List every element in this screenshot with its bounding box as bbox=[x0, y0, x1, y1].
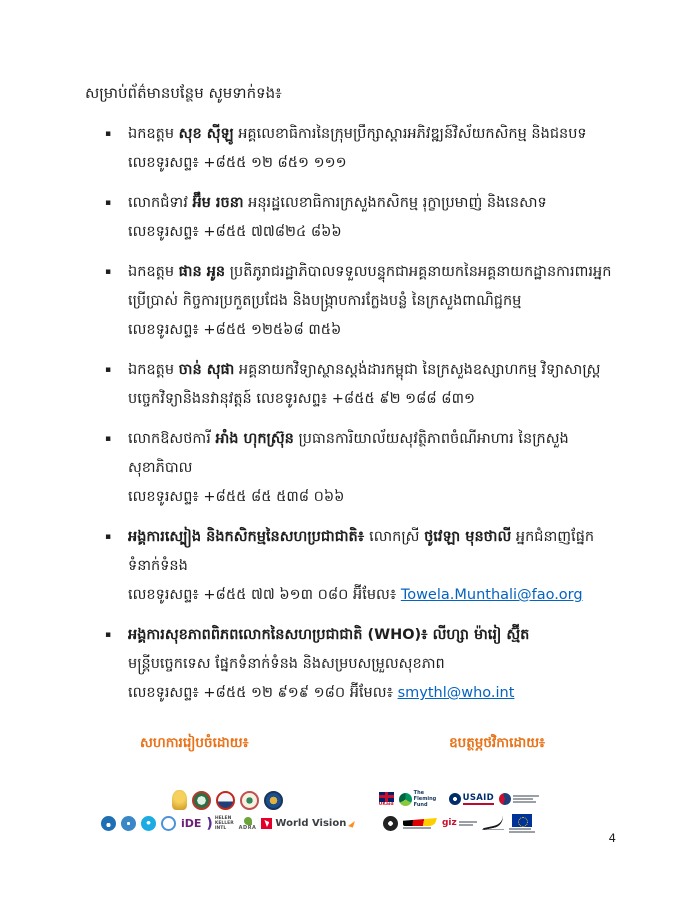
usaid-underline bbox=[463, 803, 494, 805]
usaid-logo: USAID bbox=[449, 793, 494, 805]
misti-seal-icon bbox=[264, 791, 283, 810]
korea-mfds-icon bbox=[499, 793, 511, 805]
helen-keller-arc-icon: ) bbox=[206, 815, 213, 832]
contact-text: មន្ត្រីបច្ចេកទេស ផ្នែកទំនាក់ទំនង និងសម្របសម្រួលសុខភាព bbox=[128, 656, 445, 672]
korea-mfds-text-lines bbox=[513, 795, 539, 803]
contact-text: អគ្គលេខាធិការនៃក្រុមប្រឹក្សាស្តារអភិវឌ្ឍន៍វិស័យកសិកម្ម និងជនបទ bbox=[233, 126, 587, 142]
nz-mfat-logo bbox=[482, 817, 504, 831]
funder-logos bbox=[379, 790, 539, 833]
world-vision-logo: World Vision bbox=[261, 818, 354, 829]
giz-logo: giz bbox=[442, 818, 477, 828]
round-emblem-icon bbox=[383, 816, 398, 831]
german-ribbon-icon bbox=[403, 818, 437, 826]
helen-keller-logo bbox=[206, 816, 233, 831]
silver-fern-icon bbox=[481, 814, 505, 829]
adra-mark-icon bbox=[244, 817, 252, 825]
contact-item bbox=[128, 356, 617, 414]
contact-text: លោកស្រី bbox=[369, 529, 425, 545]
funded-by-label: ឧបត្ថម្ភថវិកាដោយ៖ bbox=[449, 735, 545, 751]
contact-name: អាំង ហុកស្រ៊ុន bbox=[215, 431, 294, 447]
page-number: 4 bbox=[608, 831, 616, 845]
contact-name: សុខ ស៊ីឡូ bbox=[178, 126, 234, 142]
card-seal-icon bbox=[172, 790, 187, 810]
world-vision-mark-icon bbox=[261, 818, 272, 829]
contact-text: ឯកឧត្តម bbox=[128, 126, 179, 142]
footer-section-labels bbox=[85, 734, 617, 754]
funder-logos-row2 bbox=[383, 814, 535, 833]
uk-flag-icon bbox=[379, 792, 394, 802]
contact-item bbox=[128, 189, 617, 247]
eu-flag-icon bbox=[512, 814, 532, 827]
contact-item bbox=[128, 425, 617, 512]
contact-name: ចាន់ សុផា bbox=[178, 362, 235, 378]
organizer-logos bbox=[101, 790, 354, 831]
hki-text: KELLER bbox=[214, 821, 234, 826]
contact-text: លោកជំទាវ bbox=[128, 195, 193, 211]
contact-item bbox=[128, 120, 617, 178]
health-seal-icon bbox=[240, 791, 259, 810]
contact-name: អ៊ឹម រចនា bbox=[192, 195, 244, 211]
usaid-seal-icon bbox=[449, 793, 461, 805]
fleming-fund-icon bbox=[399, 793, 412, 806]
contact-name: ថូវេឡា មុនថាលី bbox=[424, 529, 512, 545]
contact-text: ប្រធានការិយាល័យសុវត្ថិភាពចំណីអាហារ នៃក្រសួងសុខាភិបាល bbox=[128, 431, 569, 476]
eu-logo bbox=[509, 814, 535, 833]
contact-name: ផាន អូន bbox=[178, 264, 226, 280]
contact-text: លេខទូរសព្ទ៖ +៨៥៥ ១២ ៨៥១ ១១១ bbox=[128, 155, 347, 171]
eu-text-lines bbox=[509, 828, 535, 833]
contact-item bbox=[128, 258, 617, 345]
maff-seal-icon bbox=[192, 791, 211, 810]
email-link[interactable]: Towela.Munthali@fao.org bbox=[400, 587, 583, 603]
contact-list bbox=[85, 120, 617, 708]
ministry-seals-row bbox=[172, 790, 283, 810]
hki-text: INTL bbox=[214, 826, 227, 831]
contact-name: អង្គការសុខភាពពិភពលោកនៃសហប្រជាជាតិ (WHO)៖ bbox=[128, 627, 433, 643]
contact-text: លេខទូរសព្ទ៖ +៨៥៥ ៧៧ ៦១៣ ០៨០ អ៊ីមែល៖ bbox=[128, 587, 401, 603]
adra-logo: ADRA bbox=[239, 817, 257, 831]
contact-text: លេខទូរសព្ទ៖ +៨៥៥ ៨៥ ៥៣៨ ០៦៦ bbox=[128, 489, 345, 505]
contact-name: អង្គការស្បៀង និងកសិកម្មនៃសហប្រជាជាតិ៖ bbox=[128, 529, 370, 545]
contact-text: អគ្គនាយកវិទ្យាស្ថានស្តង់ដារកម្ពុជា នៃក្រសួងឧស្សាហកម្ម វិទ្យាសាស្ត្រ បច្ចេកវិទ្យានិងនវានុវត្តន៍ លេខទូរសព្ទ៖ +៨៥៥ ៩២ ១៨៨ ៨៣១ bbox=[128, 362, 601, 407]
contact-name: លីហ្សា ម៉ារៀ ស្ម៊ីត bbox=[432, 627, 530, 643]
funder-logos-row1 bbox=[379, 790, 539, 808]
contact-item bbox=[128, 523, 617, 610]
contact-intro: សម្រាប់ព័ត៌មានបន្ថែម សូមទាក់ទង៖ bbox=[85, 84, 282, 102]
korea-mfds-logo bbox=[499, 793, 539, 805]
contact-text: ឯកឧត្តម bbox=[128, 362, 179, 378]
agency-logos-row bbox=[101, 816, 354, 831]
giz-text-lines bbox=[459, 821, 477, 826]
who-logo-icon bbox=[121, 816, 136, 831]
contact-item bbox=[128, 621, 617, 708]
contact-text: អនុរដ្ឋលេខាធិការក្រសួងកសិកម្ម រុក្ខាប្រមាញ់ និងនេសាទ bbox=[243, 195, 547, 211]
commerce-seal-icon bbox=[216, 791, 235, 810]
contact-text: លោកឱសថការី bbox=[128, 431, 216, 447]
contact-text: លេខទូរសព្ទ៖ +៨៥៥ ១២ ៩១៩ ១៨០ អ៊ីមែល៖ bbox=[128, 685, 398, 701]
fleming-text: The bbox=[413, 790, 425, 796]
contact-text: លេខទូរសព្ទ៖ +៨៥៥ ៧៧៨២៤ ៨៦៦ bbox=[128, 224, 342, 240]
contact-text: ឯកឧត្តម bbox=[128, 264, 179, 280]
fleming-fund-logo bbox=[399, 790, 444, 808]
un-agency-logo-icon bbox=[161, 816, 176, 831]
email-link[interactable]: smythl@who.int bbox=[397, 685, 515, 701]
world-vision-star-icon bbox=[348, 819, 355, 827]
unicef-logo-icon bbox=[141, 816, 156, 831]
fleming-text: Fleming Fund bbox=[413, 796, 437, 808]
organized-by-label: សហការរៀបចំដោយ៖ bbox=[140, 735, 249, 751]
contact-text: ប្រតិភូរាជរដ្ឋាភិបាលទទួលបន្ទុកជាអគ្គនាយកនៃអគ្គនាយកដ្ឋានការពារអ្នកប្រើប្រាស់ កិច្ចការប្រកួតប្រជែង និងបង្ក្រាបការក្លែងបន្លំ នៃក្រសួងពាណិជ្ជកម្ម bbox=[128, 264, 612, 309]
fao-logo-icon bbox=[101, 816, 116, 831]
german-cooperation-logo bbox=[403, 818, 437, 829]
ide-logo: iDE bbox=[181, 817, 202, 830]
contact-text: អ្នកជំនាញផ្នែកទំនាក់ទំនង bbox=[128, 529, 595, 574]
logos-band bbox=[85, 790, 617, 833]
hki-text: HELEN bbox=[214, 816, 232, 821]
contact-text: លេខទូរសព្ទ៖ +៨៥៥ ១២៥៦៨ ៣៥៦ bbox=[128, 322, 342, 338]
uk-aid-logo: UKaid bbox=[379, 792, 394, 807]
